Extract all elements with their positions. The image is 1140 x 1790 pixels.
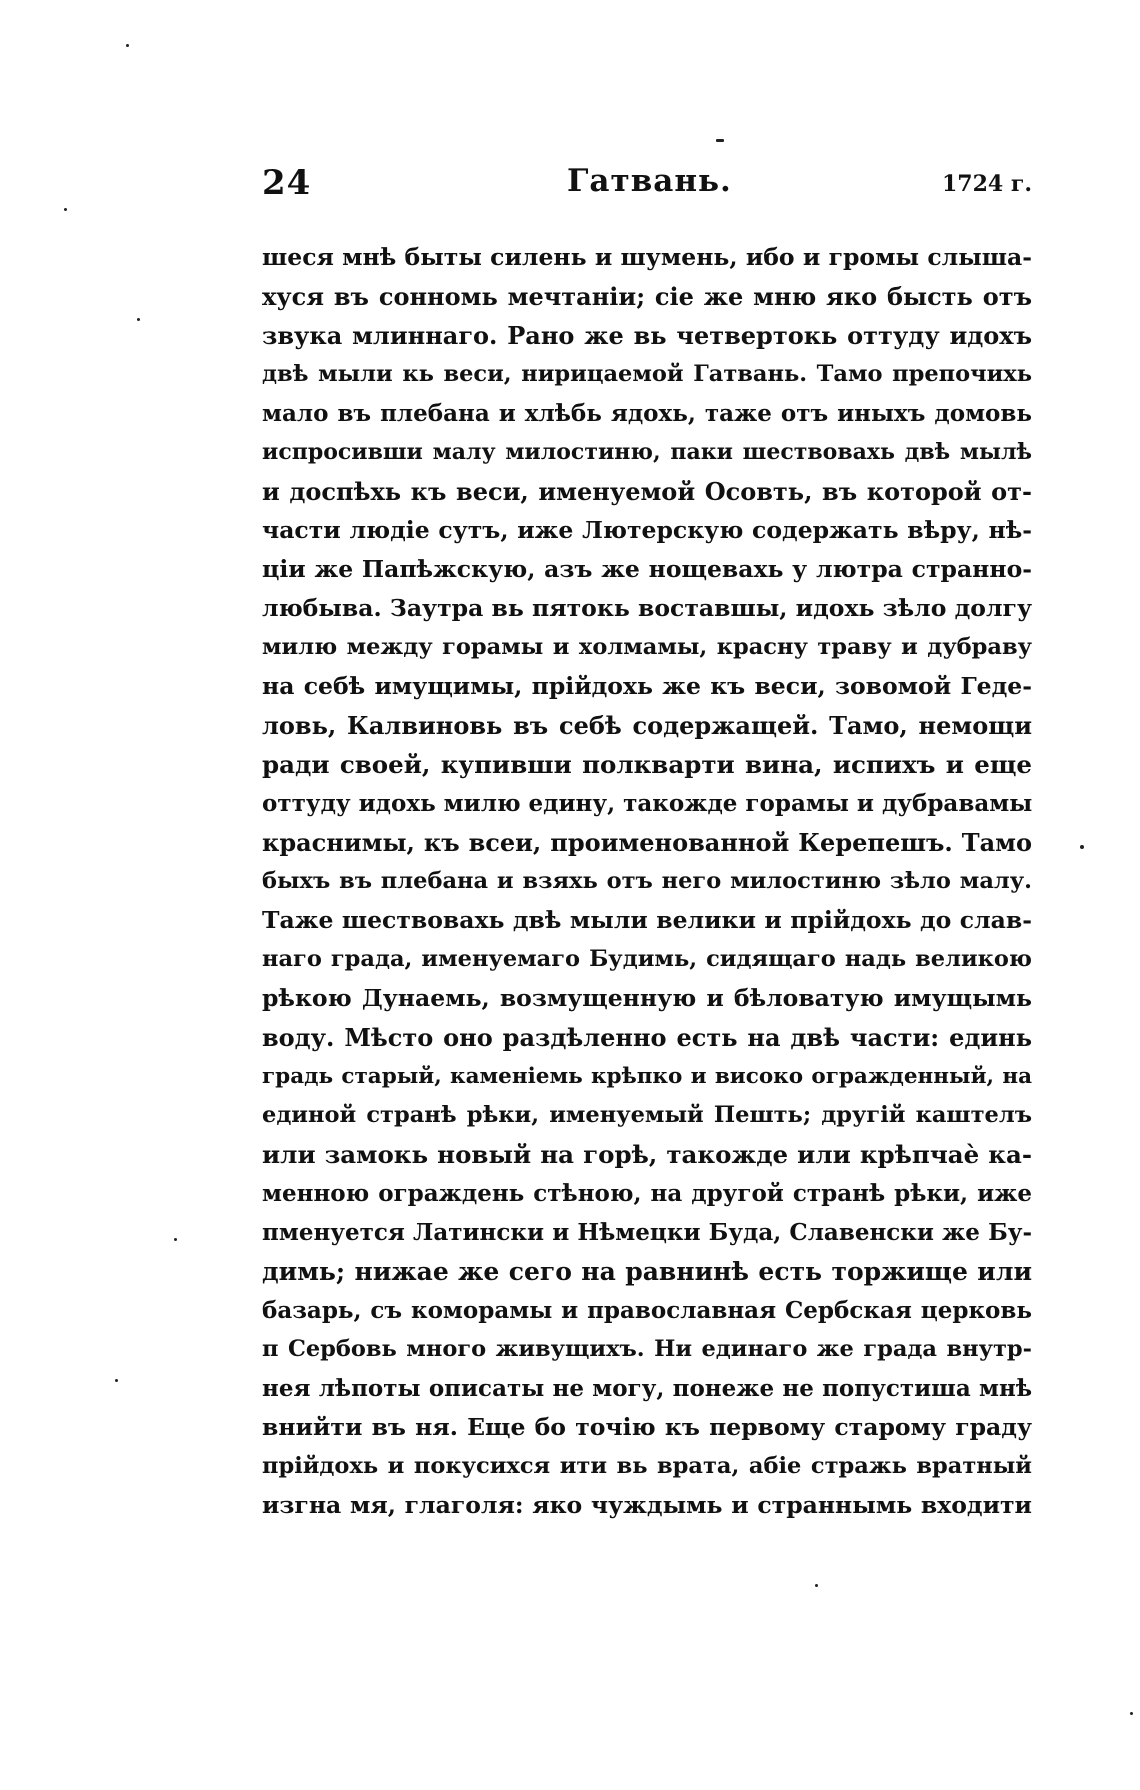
text-line: градь старый, каменiемь крѣпко и високо огражденный, на: [262, 1064, 1032, 1089]
text-line: ради своей, купивши полкварти вина, испихъ и еще: [262, 750, 1032, 779]
page-number: 24: [262, 163, 312, 203]
ink-speck: [115, 1379, 118, 1382]
text-line: базарь, съ коморамы и православная Сербская церковь: [262, 1297, 1032, 1324]
ink-speck: [137, 318, 140, 321]
text-line: и доспѣхь къ веси, именуемой Осовть, въ которой от-: [262, 477, 1032, 506]
text-line: п Сербовь много живущихъ. Ни единаго же града внутр-: [262, 1336, 1032, 1362]
text-line: воду. Мѣсто оно раздѣленно есть на двѣ части: единь: [262, 1023, 1032, 1052]
text-line: оттуду идохь милю едину, такожде горамы и дубравамы: [262, 790, 1033, 817]
text-line: части людiе сутъ, иже Лютерскую содержать вѣру, нѣ-: [262, 516, 1032, 544]
text-line: быхъ въ плебана и взяхь отъ него милостиню зѣло малу.: [262, 868, 1032, 894]
text-line: любыва. Заутра вь пятокь воставшы, идохь зѣло долгу: [262, 594, 1032, 622]
text-line: наго града, именуемаго Будимь, сидящаго надь великою: [262, 946, 1032, 972]
ink-speck: [126, 44, 129, 47]
text-line: менною ограждень стѣною, на другой странѣ рѣки, иже: [262, 1180, 1032, 1207]
text-line: внийти въ ня. Еще бо точiю къ первому старому граду: [262, 1413, 1032, 1441]
text-line: цiи же Папѣжскую, азъ же нощевахь у лютра странно-: [262, 555, 1032, 583]
text-line: или замокь новый на горѣ, такожде или крѣпчаѐ ка-: [262, 1140, 1032, 1169]
text-line: испросивши малу милостиню, паки шествовахь двѣ мылѣ: [262, 439, 1032, 465]
text-line: краснимы, къ вceи, проименованной Керепешъ. Тамо: [262, 828, 1032, 857]
text-line: мало въ плебана и хлѣбь ядохь, таже отъ иныхъ домовь: [262, 400, 1032, 427]
text-line: ловь, Калвиновь въ себѣ содержащей. Тамо, немощи: [262, 711, 1032, 740]
text-line: димь; нижае же сего на равнинѣ есть торжище или: [262, 1257, 1032, 1286]
text-line: изгна мя, глаголя: яко чуждымь и страннымь входити: [262, 1491, 1032, 1519]
running-year: 1724 г.: [941, 171, 1032, 197]
text-line: нея лѣпоты описаты не могу, понеже не попустиша мнѣ: [262, 1375, 1032, 1402]
ink-speck: [815, 1584, 818, 1587]
ink-speck: [64, 208, 67, 211]
text-line: милю между горамы и холмамы, красну траву и дубраву: [262, 634, 1032, 660]
text-line: двѣ мыли кь веси, нирицаемой Гатвань. Тамо препочихь: [262, 361, 1032, 387]
text-line: рѣкою Дунаемь, возмущенную и бѣловатую имущымь: [262, 984, 1032, 1012]
ink-speck: [1080, 845, 1084, 849]
text-line: прiйдохь и покусихся ити вь врата, абiе стражь вратный: [262, 1453, 1032, 1479]
text-line: на себѣ имущимы, прiйдохь же къ веси, зовомой Геде-: [262, 672, 1032, 700]
ink-speck: [716, 139, 724, 142]
page-header: [262, 163, 1032, 211]
ink-speck: [1130, 1712, 1133, 1715]
text-line: звука млиннаго. Рано же вь четвертокь оттуду идохъ: [262, 321, 1032, 350]
text-line: Таже шествовахь двѣ мыли велики и прiйдохь до слав-: [262, 906, 1032, 934]
ink-speck: [174, 1238, 177, 1241]
running-title: Гатвань.: [567, 163, 732, 199]
text-line: хуся въ сонномь мечтанiи; сiе же мню яко бысть отъ: [262, 282, 1032, 311]
text-line: шеся мнѣ быты силень и шумень, ибо и громы слыша-: [262, 243, 1032, 271]
body-text: [262, 238, 1032, 1525]
text-line: пменуется Латински и Нѣмецки Буда, Славенски же Бу-: [262, 1219, 1032, 1246]
text-line: единой странѣ рѣки, именуемый Пешть; другiй каштелъ: [262, 1102, 1032, 1128]
